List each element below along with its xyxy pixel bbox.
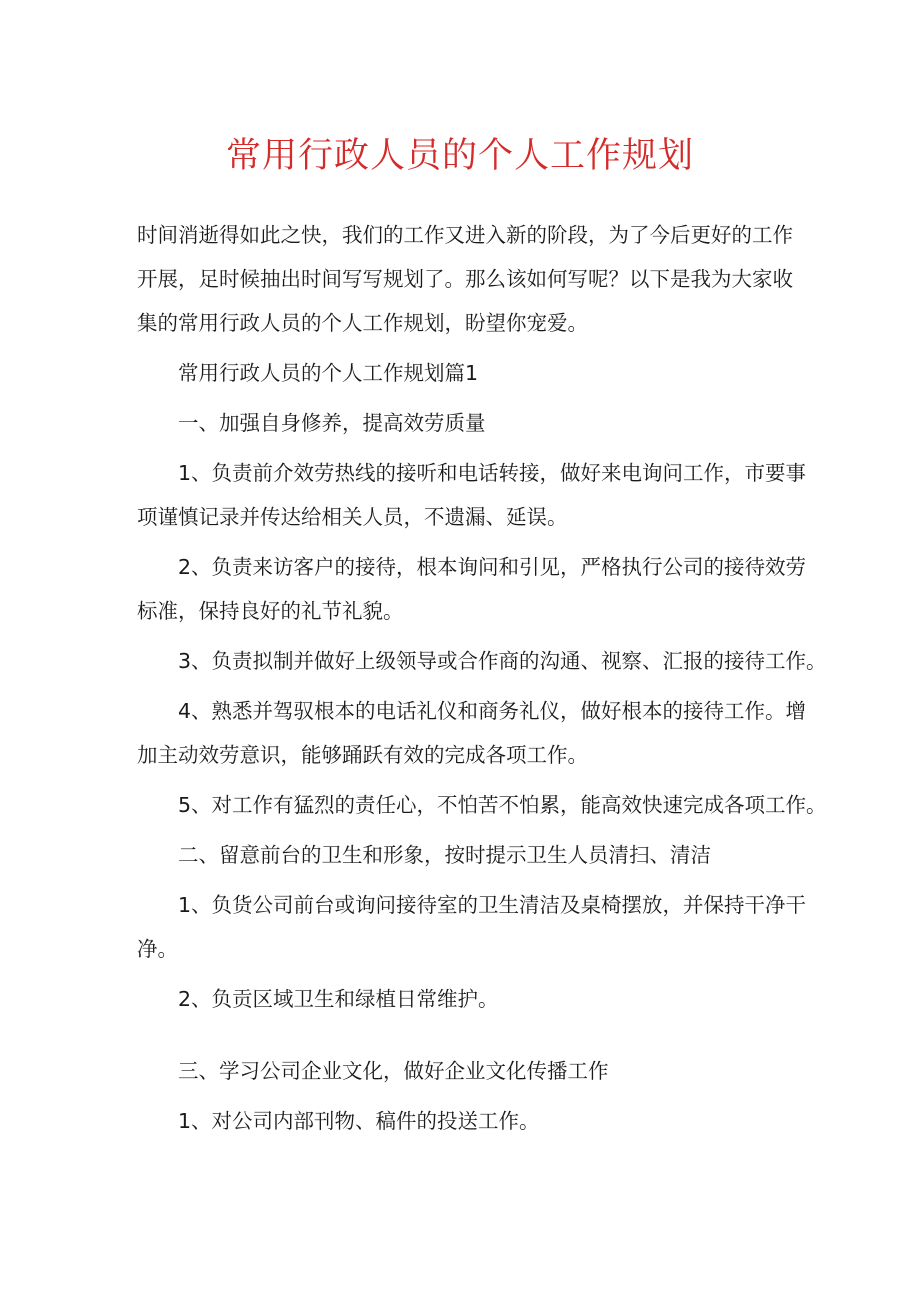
list-item bbox=[137, 1099, 792, 1143]
section-heading: 三、学习公司企业文化，做好企业文化传播工作 bbox=[178, 1059, 609, 1083]
document-title: 常用行政人员的个人工作规划 bbox=[225, 136, 694, 176]
intro-paragraph bbox=[137, 213, 792, 345]
article-heading: 常用行政人员的个人工作规划篇1 bbox=[178, 361, 479, 385]
list-item bbox=[137, 689, 807, 777]
list-item-line: 加主动效劳意识，能够踊跃有效的完成各项工作。 bbox=[137, 743, 588, 767]
list-item bbox=[137, 883, 807, 971]
list-item bbox=[137, 977, 792, 1021]
intro-line: 开展，足时候抽出时间写写规划了。那么该如何写呢？以下是我为大家收 bbox=[137, 267, 793, 291]
list-item-line: 4、熟悉并驾驭根本的电话礼仪和商务礼仪，做好根本的接待工作。增 bbox=[178, 699, 807, 723]
list-item bbox=[137, 783, 827, 827]
list-item-line: 2、负贡区域卫生和绿植日常维护。 bbox=[178, 987, 499, 1011]
section-heading: 一、加强自身修养，提高效劳质量 bbox=[178, 411, 486, 435]
document-body bbox=[137, 213, 827, 1149]
intro-line: 集的常用行政人员的个人工作规划，盼望你宠爱。 bbox=[137, 311, 588, 335]
list-item-line: 1、负货公司前台或询问接待室的卫生清洁及桌椅摆放，并保持干净干 bbox=[178, 893, 807, 917]
list-item-line: 3、负责拟制并做好上级领导或合作商的沟通、视察、汇报的接待工作。 bbox=[178, 649, 827, 673]
list-item-line: 5、对工作有猛烈的责任心，不怕苦不怕累，能高效快速完成各项工作。 bbox=[178, 793, 827, 817]
list-item-line: 2、负责来访客户的接待，根本询问和引见，严格执行公司的接待效劳 bbox=[178, 555, 807, 579]
intro-line: 时间消逝得如此之快，我们的工作又进入新的阶段，为了今后更好的工作 bbox=[137, 223, 793, 247]
list-item bbox=[137, 545, 807, 633]
list-item-line: 净。 bbox=[137, 937, 178, 961]
list-item-line: 1、负责前介效劳热线的接听和电话转接，做好来电询问工作，市要事 bbox=[178, 461, 807, 485]
section-heading: 二、留意前台的卫生和形象，按时提示卫生人员清扫、清洁 bbox=[178, 843, 711, 867]
list-item-line: 标准，保持良好的礼节礼貌。 bbox=[137, 599, 404, 623]
list-item bbox=[137, 639, 827, 683]
list-item-line: 1、对公司内部刊物、稿件的投送工作。 bbox=[178, 1109, 540, 1133]
list-item-line: 项谨慎记录并传达给相关人员，不遗漏、延误。 bbox=[137, 505, 568, 529]
list-item bbox=[137, 451, 807, 539]
